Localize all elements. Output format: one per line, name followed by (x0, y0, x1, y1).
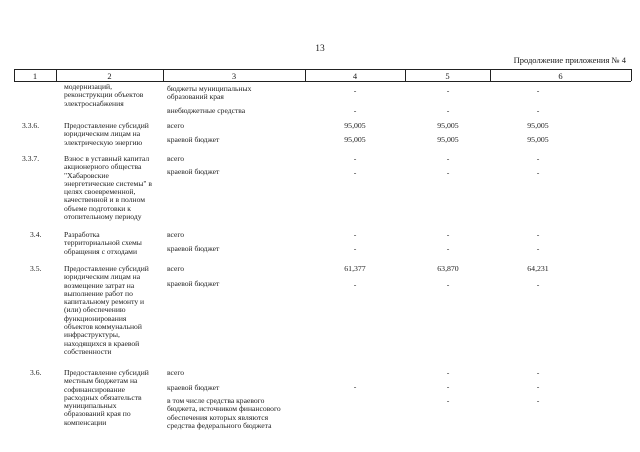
value-col6: - (536, 368, 540, 377)
value-col6: - (536, 382, 540, 391)
value-col6: - (536, 396, 540, 405)
value-col4: 95,005 (344, 121, 366, 130)
value-col4: - (353, 86, 357, 95)
item-name: модернизаций, реконструкции объектов электроснабжения (64, 82, 144, 108)
value-col6: 64,231 (527, 264, 549, 273)
value-col5: - (446, 244, 450, 253)
column-header-5: 5 (445, 71, 450, 81)
value-col6: 95,005 (527, 121, 549, 130)
item-name: Разработка территориальной схемы обращения с отходами (64, 230, 142, 256)
item-name: Предоставление субсидий юридическим лицам на возмещение затрат на выполнение работ по капитальному ремонту и (или) обеспечению функционирования объектов коммунальной инфраструктуры, находящихся в краевой собственности (64, 264, 149, 356)
funding-source: всего (167, 368, 185, 377)
funding-source: внебюджетные средства (167, 106, 246, 115)
item-code: 3.3.7. (22, 154, 40, 163)
funding-source: всего (167, 154, 185, 163)
funding-source: краевой бюджет (167, 244, 220, 253)
value-col5: 95,005 (437, 135, 459, 144)
value-col5: - (446, 230, 450, 239)
table-right-border (631, 69, 632, 81)
column-header-3: 3 (231, 71, 237, 81)
value-col4: - (353, 168, 357, 177)
table-top-border (14, 69, 631, 70)
item-code: 3.5. (30, 264, 42, 273)
funding-source: в том числе средства краевого бюджета, источником финансового обеспечения которых являются средства федерального бюджета (167, 396, 281, 430)
column-header-4: 4 (352, 71, 358, 81)
value-col6: - (536, 230, 540, 239)
funding-source: бюджеты муниципальных образований края (167, 84, 252, 102)
value-col5: - (446, 86, 450, 95)
value-col5: 95,005 (437, 121, 459, 130)
item-code: 3.6. (30, 368, 42, 377)
item-name: Предоставление субсидий юридическим лицам на электрическую энергию (64, 121, 149, 147)
value-col4: 61,377 (344, 264, 366, 273)
column-header-6: 6 (558, 71, 563, 81)
funding-source: краевой бюджет (167, 135, 220, 144)
value-col4: - (353, 106, 357, 115)
page-number: 13 (315, 44, 325, 54)
value-col6: - (536, 106, 540, 115)
value-col6: - (536, 154, 540, 163)
value-col6: - (536, 168, 540, 177)
funding-source: всего (167, 264, 185, 273)
value-col6: 95,005 (527, 135, 549, 144)
item-code: 3.3.6. (22, 121, 40, 130)
value-col4: - (353, 280, 357, 289)
funding-source: краевой бюджет (167, 167, 220, 176)
item-code: 3.4. (30, 230, 42, 239)
value-col6: - (536, 86, 540, 95)
column-header-1: 1 (32, 71, 38, 81)
value-col6: - (536, 244, 540, 253)
value-col6: - (536, 280, 540, 289)
value-col5: 63,870 (437, 264, 459, 273)
item-name: Предоставление субсидий местным бюджетам на софинансирование расходных обязательств муниципальных образований края по компенсации (64, 368, 149, 427)
value-col4: - (353, 244, 357, 253)
value-col5: - (446, 396, 450, 405)
column-header-2: 2 (107, 71, 112, 81)
value-col5: - (446, 106, 450, 115)
funding-source: краевой бюджет (167, 383, 220, 392)
funding-source: краевой бюджет (167, 279, 220, 288)
funding-source: всего (167, 230, 185, 239)
value-col5: - (446, 168, 450, 177)
funding-source: всего (167, 121, 185, 130)
value-col5: - (446, 382, 450, 391)
appendix-continuation-label: Продолжение приложения № 4 (513, 55, 626, 65)
value-col5: - (446, 368, 450, 377)
value-col5: - (446, 280, 450, 289)
value-col4: - (353, 154, 357, 163)
item-name: Взнос в уставный капитал акционерного общества "Хабаровские энергетические системы" в целях своевременной, качественной и в полном объеме подготовки к отопительному периоду (64, 154, 153, 222)
value-col4: - (353, 230, 357, 239)
value-col4: - (353, 382, 357, 391)
value-col5: - (446, 154, 450, 163)
value-col4: 95,005 (344, 135, 366, 144)
